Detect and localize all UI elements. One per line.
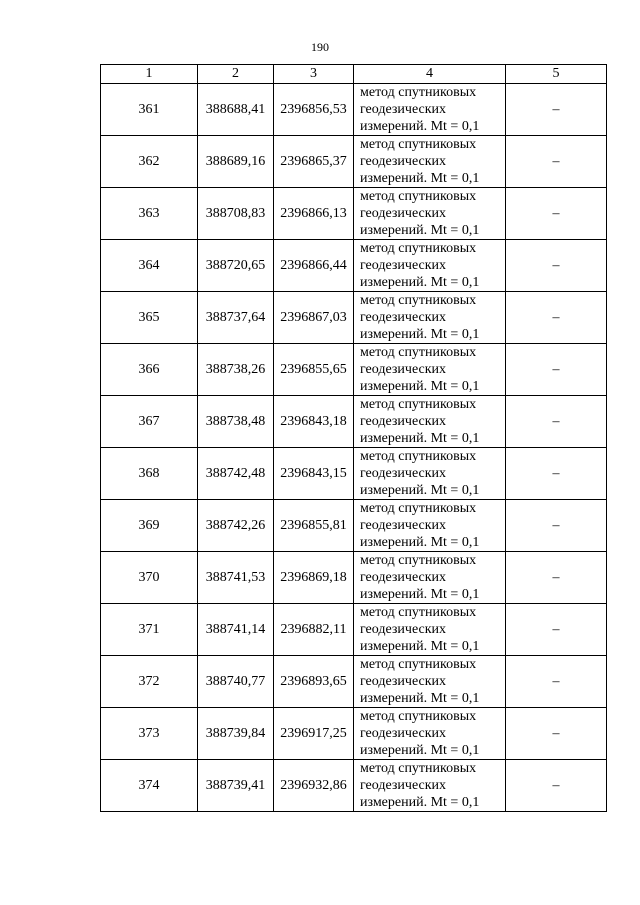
point-number-cell: 361 bbox=[101, 84, 198, 136]
point-number-cell: 369 bbox=[101, 500, 198, 552]
table-row bbox=[101, 240, 607, 292]
column-header-2: 2 bbox=[198, 65, 274, 84]
note-cell: – bbox=[506, 292, 607, 344]
method-cell: метод спутниковых геодезических измерений. Mt = 0,1 bbox=[354, 188, 506, 240]
note-cell: – bbox=[506, 656, 607, 708]
method-cell: метод спутниковых геодезических измерений. Mt = 0,1 bbox=[354, 396, 506, 448]
table-row bbox=[101, 448, 607, 500]
x-coordinate-cell: 388741,14 bbox=[198, 604, 274, 656]
table-row bbox=[101, 396, 607, 448]
table-row bbox=[101, 708, 607, 760]
point-number-cell: 365 bbox=[101, 292, 198, 344]
y-coordinate-cell: 2396932,86 bbox=[274, 760, 354, 812]
table-row bbox=[101, 500, 607, 552]
x-coordinate-cell: 388738,26 bbox=[198, 344, 274, 396]
point-number-cell: 367 bbox=[101, 396, 198, 448]
method-cell: метод спутниковых геодезических измерений. Mt = 0,1 bbox=[354, 552, 506, 604]
column-header-1: 1 bbox=[101, 65, 198, 84]
point-number-cell: 368 bbox=[101, 448, 198, 500]
note-cell: – bbox=[506, 188, 607, 240]
method-cell: метод спутниковых геодезических измерений. Mt = 0,1 bbox=[354, 500, 506, 552]
table-row bbox=[101, 604, 607, 656]
x-coordinate-cell: 388739,41 bbox=[198, 760, 274, 812]
method-cell: метод спутниковых геодезических измерений. Mt = 0,1 bbox=[354, 344, 506, 396]
y-coordinate-cell: 2396855,81 bbox=[274, 500, 354, 552]
method-cell: метод спутниковых геодезических измерений. Mt = 0,1 bbox=[354, 84, 506, 136]
note-cell: – bbox=[506, 84, 607, 136]
note-cell: – bbox=[506, 604, 607, 656]
y-coordinate-cell: 2396866,44 bbox=[274, 240, 354, 292]
y-coordinate-cell: 2396855,65 bbox=[274, 344, 354, 396]
method-cell: метод спутниковых геодезических измерений. Mt = 0,1 bbox=[354, 292, 506, 344]
method-cell: метод спутниковых геодезических измерений. Mt = 0,1 bbox=[354, 708, 506, 760]
y-coordinate-cell: 2396917,25 bbox=[274, 708, 354, 760]
table-row bbox=[101, 552, 607, 604]
y-coordinate-cell: 2396882,11 bbox=[274, 604, 354, 656]
table-row bbox=[101, 760, 607, 812]
header-row bbox=[101, 65, 607, 84]
table-row bbox=[101, 656, 607, 708]
y-coordinate-cell: 2396856,53 bbox=[274, 84, 354, 136]
point-number-cell: 371 bbox=[101, 604, 198, 656]
table-row bbox=[101, 84, 607, 136]
page-number: 190 bbox=[311, 40, 329, 54]
method-cell: метод спутниковых геодезических измерений. Mt = 0,1 bbox=[354, 240, 506, 292]
note-cell: – bbox=[506, 240, 607, 292]
column-header-5: 5 bbox=[506, 65, 607, 84]
x-coordinate-cell: 388689,16 bbox=[198, 136, 274, 188]
point-number-cell: 364 bbox=[101, 240, 198, 292]
point-number-cell: 374 bbox=[101, 760, 198, 812]
table-row bbox=[101, 136, 607, 188]
y-coordinate-cell: 2396869,18 bbox=[274, 552, 354, 604]
table-row bbox=[101, 292, 607, 344]
point-number-cell: 373 bbox=[101, 708, 198, 760]
method-cell: метод спутниковых геодезических измерений. Mt = 0,1 bbox=[354, 656, 506, 708]
x-coordinate-cell: 388741,53 bbox=[198, 552, 274, 604]
table-row bbox=[101, 188, 607, 240]
point-number-cell: 370 bbox=[101, 552, 198, 604]
column-header-4: 4 bbox=[354, 65, 506, 84]
x-coordinate-cell: 388720,65 bbox=[198, 240, 274, 292]
coordinates-table bbox=[100, 64, 607, 812]
method-cell: метод спутниковых геодезических измерений. Mt = 0,1 bbox=[354, 448, 506, 500]
point-number-cell: 363 bbox=[101, 188, 198, 240]
x-coordinate-cell: 388739,84 bbox=[198, 708, 274, 760]
x-coordinate-cell: 388738,48 bbox=[198, 396, 274, 448]
y-coordinate-cell: 2396843,15 bbox=[274, 448, 354, 500]
point-number-cell: 362 bbox=[101, 136, 198, 188]
x-coordinate-cell: 388737,64 bbox=[198, 292, 274, 344]
y-coordinate-cell: 2396867,03 bbox=[274, 292, 354, 344]
x-coordinate-cell: 388688,41 bbox=[198, 84, 274, 136]
y-coordinate-cell: 2396893,65 bbox=[274, 656, 354, 708]
note-cell: – bbox=[506, 448, 607, 500]
note-cell: – bbox=[506, 500, 607, 552]
x-coordinate-cell: 388742,48 bbox=[198, 448, 274, 500]
method-cell: метод спутниковых геодезических измерений. Mt = 0,1 bbox=[354, 604, 506, 656]
y-coordinate-cell: 2396843,18 bbox=[274, 396, 354, 448]
x-coordinate-cell: 388708,83 bbox=[198, 188, 274, 240]
method-cell: метод спутниковых геодезических измерений. Mt = 0,1 bbox=[354, 760, 506, 812]
note-cell: – bbox=[506, 344, 607, 396]
note-cell: – bbox=[506, 552, 607, 604]
note-cell: – bbox=[506, 760, 607, 812]
y-coordinate-cell: 2396866,13 bbox=[274, 188, 354, 240]
note-cell: – bbox=[506, 136, 607, 188]
point-number-cell: 366 bbox=[101, 344, 198, 396]
x-coordinate-cell: 388742,26 bbox=[198, 500, 274, 552]
column-header-3: 3 bbox=[274, 65, 354, 84]
y-coordinate-cell: 2396865,37 bbox=[274, 136, 354, 188]
note-cell: – bbox=[506, 396, 607, 448]
method-cell: метод спутниковых геодезических измерений. Mt = 0,1 bbox=[354, 136, 506, 188]
point-number-cell: 372 bbox=[101, 656, 198, 708]
note-cell: – bbox=[506, 708, 607, 760]
x-coordinate-cell: 388740,77 bbox=[198, 656, 274, 708]
table-row bbox=[101, 344, 607, 396]
